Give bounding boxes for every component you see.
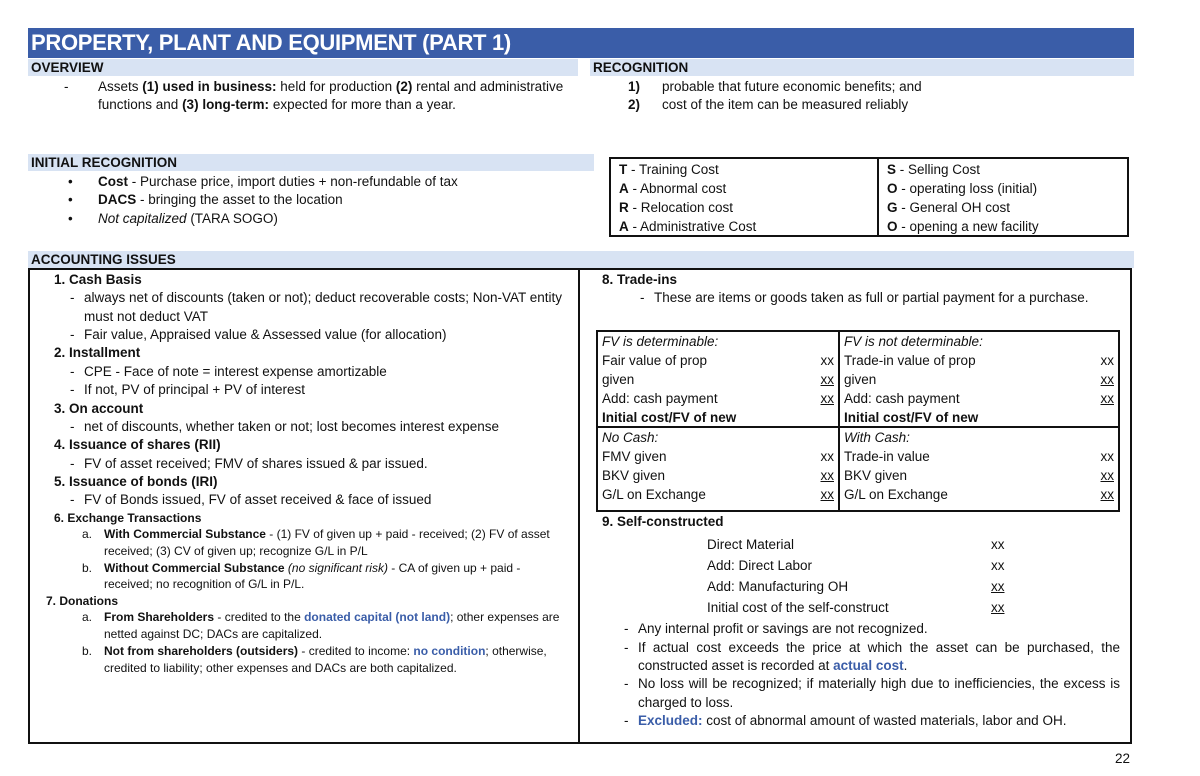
bonds-title: 5. Issuance of bonds (IRI)	[54, 473, 218, 489]
list-item: - No loss will be recognized; if materially high due to inefficiencies, the excess is charged to loss.	[638, 675, 1120, 712]
installment-title: 2. Installment	[54, 345, 141, 361]
recognition-heading: RECOGNITION	[590, 59, 1134, 76]
initial-recognition-list	[98, 173, 588, 228]
recognition-item: 1) probable that future economic benefits; and	[628, 79, 922, 94]
table-row: Initial cost of the self-construct xx	[707, 599, 1005, 616]
exchange-title: 6. Exchange Transactions	[54, 510, 202, 525]
table-row: Add: Direct Labor xx	[707, 557, 1005, 574]
self-constructed-title: 9. Self-constructed	[602, 514, 724, 529]
tara-item: R - Relocation cost	[619, 200, 734, 215]
sogo-item: O - opening a new facility	[887, 219, 1039, 234]
trade-in-with-cash: With Cash: Trade-in value xx BKV given xx G/L on Exchange xx	[838, 426, 1120, 512]
trade-in-fv-determinable: FV is determinable: Fair value of prop xx given xx Add: cash payment xx Initial cost/FV of new	[596, 330, 840, 428]
self-constructed-table	[706, 534, 1006, 618]
list-item: - FV of Bonds issued, FV of asset received & face of issued	[84, 491, 570, 509]
trade-ins-desc: - These are items or goods taken as full or partial payment for a purchase.	[654, 289, 1122, 307]
column-divider	[578, 268, 580, 744]
tara-item: A - Administrative Cost	[619, 219, 757, 234]
page-number: 22	[1114, 751, 1130, 766]
table-row: Add: Manufacturing OH xx	[707, 578, 1005, 595]
trade-in-no-cash: No Cash: FMV given xx BKV given xx G/L on Exchange xx	[596, 426, 840, 512]
recognition-list	[628, 78, 1128, 115]
trade-in-fv-not-determinable: FV is not determinable: Trade-in value of prop xx given xx Add: cash payment xx Initial cost/FV of new	[838, 330, 1120, 428]
on-account-title: 3. On account	[54, 400, 144, 416]
sogo-item: G - General OH cost	[887, 200, 1011, 215]
overview-heading: OVERVIEW	[28, 59, 578, 76]
title-bar	[28, 28, 1134, 58]
list-item: - net of discounts, whether taken or not; lost becomes interest expense	[84, 418, 570, 436]
sogo-item: S - Selling Cost	[887, 162, 981, 177]
tara-item: T - Training Cost	[619, 162, 719, 177]
trade-ins-title: 8. Trade-ins	[602, 272, 678, 287]
recognition-item: 2) cost of the item can be measured reliably	[628, 97, 909, 113]
donations-title: 7. Donations	[46, 594, 119, 609]
tara-sogo-table	[609, 157, 1129, 237]
cash-basis-title: 1. Cash Basis	[54, 272, 142, 287]
list-item: - Any internal profit or savings are not recognized.	[638, 620, 1120, 638]
not-capitalized-item: • Not capitalized (TARA SOGO)	[98, 210, 588, 228]
sogo-item: O - operating loss (initial)	[887, 181, 1038, 196]
dacs-item: • DACS - bringing the asset to the location	[98, 191, 588, 209]
donations-item-a: a. From Shareholders - credited to the donated capital (not land); other expenses are netted against DC; DACs are capitalized.	[82, 610, 560, 642]
list-item: - If actual cost exceeds the price at which the asset can be purchased, the constructed asset is recorded at actual cost.	[638, 639, 1120, 676]
page-title: PROPERTY, PLANT AND EQUIPMENT (PART 1)	[31, 30, 511, 55]
exchange-item-a: a. With Commercial Substance - (1) FV of given up + paid - received; (2) FV of asset received; (3) CV of given up; recognize G/L in P/L	[82, 526, 550, 558]
trade-ins-section	[602, 271, 1122, 308]
list-item: - If not, PV of principal + PV of interest	[84, 381, 570, 399]
table-row: Direct Material xx	[707, 536, 1005, 553]
list-item: - FV of asset received; FMV of shares issued & par issued.	[84, 455, 570, 473]
self-constructed-section	[602, 513, 1122, 731]
shares-title: 4. Issuance of shares (RII)	[54, 437, 221, 453]
list-item: - CPE - Face of note = interest expense amortizable	[84, 363, 570, 381]
cost-item: • Cost - Purchase price, import duties + non-refundable of tax	[98, 173, 588, 191]
overview-text: - Assets (1) used in business: held for production (2) rental and administrative functions and (3) long-term: expected for more than a year.	[64, 79, 564, 113]
tara-item: A - Abnormal cost	[619, 181, 727, 196]
list-item: - Excluded: cost of abnormal amount of wasted materials, labor and OH.	[638, 712, 1120, 730]
accounting-left-column	[46, 271, 570, 677]
list-item: - Fair value, Appraised value & Assessed value (for allocation)	[84, 326, 570, 344]
accounting-issues-heading: ACCOUNTING ISSUES	[28, 251, 1134, 268]
list-item: - always net of discounts (taken or not); deduct recoverable costs; Non-VAT entity must not deduct VAT	[84, 289, 570, 326]
exchange-item-b: b. Without Commercial Substance (no significant risk) - CA of given up + paid - received; no recognition of G/L in P/L.	[82, 560, 521, 592]
donations-item-b: b. Not from shareholders (outsiders) - credited to income: no condition; otherwise, credited to liability; other expenses and DACs are both capitalized.	[82, 644, 547, 675]
initial-recognition-heading: INITIAL RECOGNITION	[28, 154, 594, 171]
